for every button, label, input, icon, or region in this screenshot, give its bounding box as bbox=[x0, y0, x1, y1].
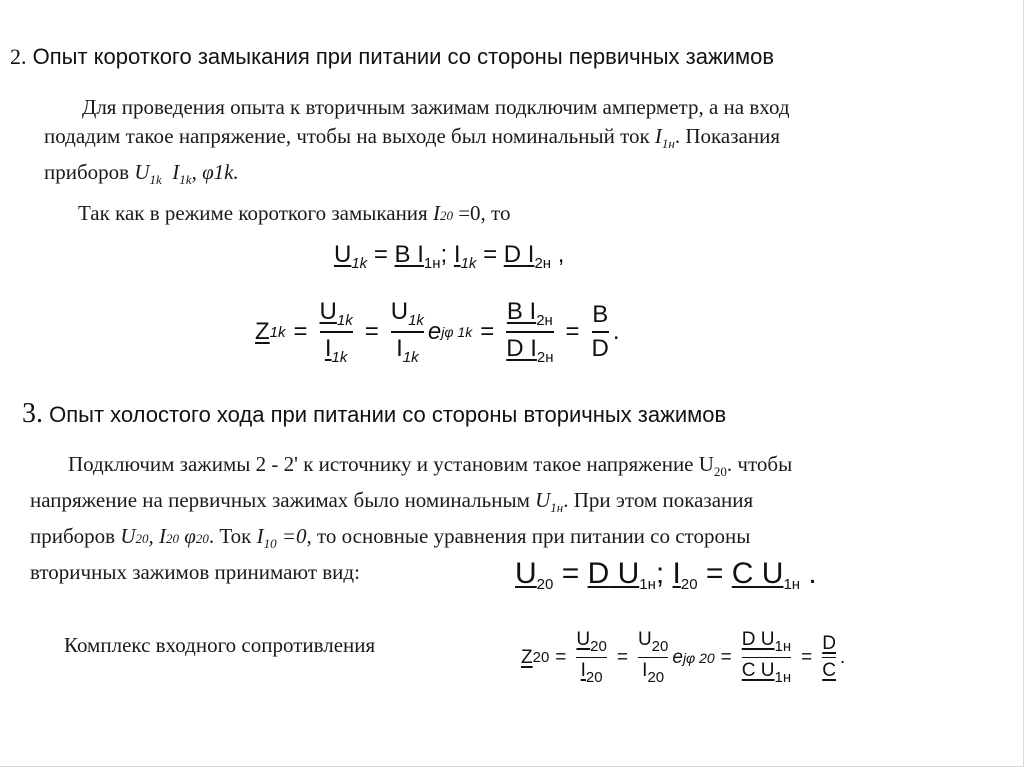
subscript: 1k bbox=[402, 349, 419, 366]
text: =0, то bbox=[452, 201, 511, 225]
text: =0 bbox=[276, 524, 307, 548]
equation-4 bbox=[521, 629, 845, 686]
symbol-Z: Z bbox=[255, 318, 270, 345]
subscript: 20 bbox=[651, 638, 669, 655]
equals: = bbox=[293, 318, 308, 345]
symbol-C: C bbox=[731, 557, 754, 590]
symbol-I: I bbox=[654, 124, 662, 148]
exponent-base: e bbox=[427, 318, 442, 345]
section-3-heading bbox=[22, 398, 726, 430]
text: напряжение на первичных зажимах было номинальным bbox=[30, 488, 536, 512]
numerator: D bbox=[822, 633, 836, 654]
symbol-I: I bbox=[256, 524, 264, 548]
fraction bbox=[592, 301, 609, 363]
subscript: 2н bbox=[534, 255, 552, 272]
subscript: 1k bbox=[336, 312, 353, 329]
subscript: 20 bbox=[439, 208, 453, 223]
subscript: 20 bbox=[713, 464, 727, 479]
section-2-number: 2. bbox=[10, 44, 27, 69]
fraction-bar bbox=[391, 331, 424, 333]
text: Подключим зажимы 2 - 2' к источнику и установим такое напряжение U bbox=[68, 452, 714, 476]
numerator: U bbox=[576, 629, 591, 650]
text: . чтобы bbox=[726, 452, 793, 476]
operator: = bbox=[553, 557, 588, 590]
subscript: 20 bbox=[590, 638, 607, 655]
section-2-title: Опыт короткого замыкания при питании со стороны первичных зажимов bbox=[32, 44, 775, 69]
fraction bbox=[576, 629, 606, 686]
subscript: 1н bbox=[661, 136, 675, 151]
paragraph-line: вторичных зажимов принимают вид: bbox=[30, 560, 360, 584]
paragraph-line bbox=[44, 122, 790, 158]
subscript: 20 bbox=[195, 531, 209, 546]
equals: = bbox=[565, 318, 580, 345]
separator: ; bbox=[655, 557, 673, 590]
text: . Показания bbox=[674, 124, 780, 148]
symbol-I: , I bbox=[148, 524, 166, 548]
fraction bbox=[822, 633, 836, 682]
fraction-bar bbox=[822, 657, 836, 658]
equation-3 bbox=[515, 557, 817, 593]
symbol-U: U bbox=[753, 557, 784, 590]
section-2-heading bbox=[10, 44, 774, 70]
numerator: D U bbox=[741, 629, 775, 650]
equals: = bbox=[480, 318, 495, 345]
symbol-I: I bbox=[432, 201, 440, 225]
punctuation: , bbox=[551, 241, 565, 268]
symbol-I: I bbox=[410, 241, 424, 268]
symbol-Z: Z bbox=[521, 646, 533, 668]
subscript: 1k bbox=[179, 172, 192, 187]
symbol-I: I bbox=[172, 160, 180, 184]
subscript: 20 bbox=[135, 531, 149, 546]
exponent: jφ 1k bbox=[441, 324, 473, 340]
paragraph-line bbox=[30, 522, 792, 558]
equation-1 bbox=[334, 241, 564, 272]
section-3-title: Опыт холостого хода при питании со стороны вторичных зажимов bbox=[43, 402, 727, 427]
numerator: U bbox=[319, 298, 337, 325]
subscript: 1н bbox=[550, 500, 564, 515]
symbol-I: I bbox=[521, 241, 535, 268]
subscript: 1н bbox=[423, 255, 441, 272]
subscript: 1k bbox=[351, 255, 368, 272]
exponent-base: e bbox=[672, 646, 683, 668]
fraction-bar bbox=[592, 331, 609, 333]
subscript: 20 bbox=[585, 669, 603, 686]
numerator: U bbox=[637, 629, 652, 650]
denominator: I bbox=[642, 660, 648, 681]
text: приборов bbox=[30, 524, 121, 548]
fraction-bar bbox=[320, 331, 353, 333]
text: . Ток bbox=[208, 524, 257, 548]
paragraph-line bbox=[30, 486, 792, 522]
symbol-U: U bbox=[134, 160, 150, 184]
subscript: 1k bbox=[408, 312, 424, 329]
subscript: 20 bbox=[166, 531, 179, 546]
subscript: 2н bbox=[536, 312, 553, 329]
text: Так как в режиме короткого замыкания bbox=[78, 201, 433, 225]
symbol-phi: φ bbox=[179, 524, 196, 548]
complex-label: Комплекс входного сопротивления bbox=[64, 633, 376, 657]
equals: = bbox=[801, 646, 813, 668]
symbol-phi: , φ1k. bbox=[191, 160, 239, 184]
operator: = bbox=[476, 241, 504, 268]
numerator: B I bbox=[506, 298, 537, 325]
symbol-I: I bbox=[672, 557, 681, 590]
symbol-B: B bbox=[394, 241, 411, 268]
paragraph-line bbox=[44, 158, 790, 194]
separator: ; bbox=[440, 241, 454, 268]
denominator: C bbox=[822, 660, 836, 681]
symbol-U: U bbox=[515, 557, 537, 590]
subscript: 20 bbox=[532, 649, 550, 666]
symbol-U: U bbox=[120, 524, 136, 548]
exponent: jφ 20 bbox=[682, 649, 715, 666]
denominator: I bbox=[580, 660, 586, 681]
subscript: 1н bbox=[783, 576, 801, 593]
operator: = bbox=[367, 241, 395, 268]
subscript: 1k bbox=[269, 323, 286, 341]
denominator: D bbox=[591, 335, 609, 362]
symbol-D: D bbox=[503, 241, 522, 268]
subscript: 1н bbox=[774, 669, 792, 686]
denominator: C U bbox=[741, 660, 775, 681]
fraction-bar bbox=[638, 657, 668, 658]
operator: = bbox=[697, 557, 732, 590]
subscript: 20 bbox=[536, 576, 554, 593]
denominator: D I bbox=[506, 335, 537, 362]
subscript: 20 bbox=[647, 669, 665, 686]
short-circuit-note bbox=[78, 199, 510, 230]
text: приборов bbox=[44, 160, 135, 184]
section-3-number: 3. bbox=[22, 398, 43, 429]
punctuation: . bbox=[839, 646, 846, 668]
symbol-I: I bbox=[453, 241, 461, 268]
fraction bbox=[742, 629, 791, 686]
punctuation: . bbox=[800, 557, 817, 590]
denominator: I bbox=[324, 335, 332, 362]
symbol-U: U bbox=[334, 241, 352, 268]
numerator: U bbox=[390, 298, 409, 325]
equals: = bbox=[616, 646, 628, 668]
text: подадим такое напряжение, чтобы на выходе был номинальный ток bbox=[44, 124, 655, 148]
subscript: 1k bbox=[460, 255, 477, 272]
symbol-U: U bbox=[535, 488, 551, 512]
subscript: 20 bbox=[680, 576, 698, 593]
fraction-bar bbox=[742, 657, 791, 658]
text: , то основные уравнения при питании со стороны bbox=[306, 524, 751, 548]
fraction bbox=[391, 298, 424, 366]
fraction bbox=[320, 298, 353, 366]
fraction-bar bbox=[506, 331, 553, 333]
section-2-paragraph bbox=[44, 93, 790, 194]
symbol-D: D bbox=[587, 557, 610, 590]
numerator: B bbox=[592, 301, 609, 328]
equals: = bbox=[555, 646, 567, 668]
paragraph-line bbox=[30, 450, 792, 486]
equals: = bbox=[364, 318, 379, 345]
symbol-U: U bbox=[609, 557, 640, 590]
subscript: 1н bbox=[774, 638, 792, 655]
denominator: I bbox=[396, 335, 403, 362]
fraction bbox=[638, 629, 668, 686]
equals: = bbox=[720, 646, 732, 668]
subscript: 2н bbox=[536, 349, 554, 366]
subscript: 1н bbox=[639, 576, 656, 593]
fraction-bar bbox=[576, 657, 606, 658]
text: . При этом показания bbox=[563, 488, 754, 512]
fraction bbox=[506, 298, 553, 366]
subscript: 1k bbox=[149, 172, 162, 187]
equation-2 bbox=[255, 298, 620, 366]
paragraph-line: Для проведения опыта к вторичным зажимам подключим амперметр, а на вход bbox=[82, 95, 790, 119]
punctuation: . bbox=[612, 318, 620, 345]
subscript: 1k bbox=[331, 349, 348, 366]
subscript: 10 bbox=[263, 536, 277, 551]
